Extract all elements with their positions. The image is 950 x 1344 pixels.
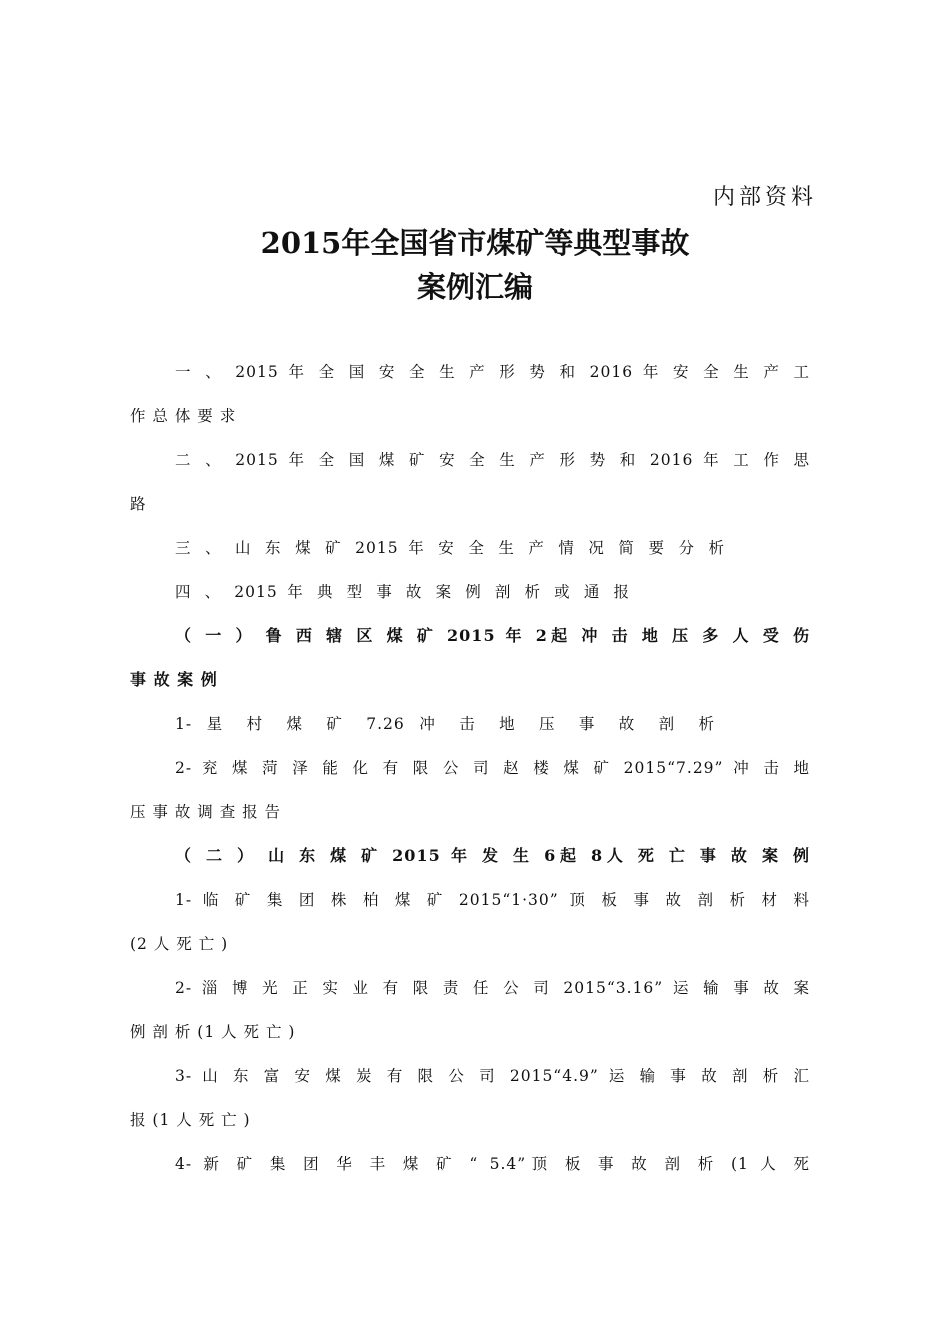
document-title-line1: 2015年全国省市煤矿等典型事故 [260, 226, 690, 260]
toc-section-3: 三 、 山 东 煤 矿 2015 年 安 全 生 产 情 况 简 要 分 析 [175, 539, 725, 557]
toc-item-2-3-line1: 3- 山 东 富 安 煤 炭 有 限 公 司 2015“4.9” 运 输 事 故 剖 析 汇 [175, 1067, 810, 1085]
toc-item-1-2-line2: 压 事 故 调 查 报 告 [130, 803, 282, 821]
toc-section-2-line2: 路 [130, 495, 147, 513]
toc-subsection-1-line1: （ 一 ） 鲁 西 辖 区 煤 矿 2015 年 2起 冲 击 地 压 多 人 受 伤 [175, 626, 810, 645]
internal-material-tag: 内部资料 [712, 185, 817, 210]
toc-section-1-line2: 作 总 体 要 求 [130, 407, 237, 425]
toc-item-2-4-line1: 4- 新 矿 集 团 华 丰 煤 矿 “ 5.4”顶 板 事 故 剖 析 (1 人 死 [175, 1155, 810, 1173]
toc-item-2-1-line1: 1- 临 矿 集 团 株 柏 煤 矿 2015“1·30” 顶 板 事 故 剖 析 材 料 [175, 891, 810, 909]
toc-subsection-1-line2: 事 故 案 例 [130, 670, 218, 689]
toc-item-2-1-line2: (2 人 死 亡 ) [130, 935, 229, 953]
toc-item-2-2-line2: 例 剖 析 (1 人 死 亡 ) [130, 1023, 296, 1041]
toc-item-1-1: 1- 星 村 煤 矿 7.26 冲 击 地 压 事 故 剖 析 [175, 715, 715, 733]
toc-section-2-line1: 二 、 2015 年 全 国 煤 矿 安 全 生 产 形 势 和 2016 年 工 作 思 [175, 451, 810, 469]
toc-section-1-line1: 一 、 2015 年 全 国 安 全 生 产 形 势 和 2016 年 安 全 生 产 工 [175, 363, 810, 381]
toc-item-1-2-line1: 2- 兖 煤 菏 泽 能 化 有 限 公 司 赵 楼 煤 矿 2015“7.29” 冲 击 地 [175, 759, 810, 777]
toc-section-4: 四 、 2015 年 典 型 事 故 案 例 剖 析 或 通 报 [175, 583, 630, 601]
toc-item-2-3-line2: 报 (1 人 死 亡 ) [130, 1111, 251, 1129]
toc-item-2-2-line1: 2- 淄 博 光 正 实 业 有 限 责 任 公 司 2015“3.16” 运 输 事 故 案 [175, 979, 810, 997]
toc-subsection-2: （ 二 ） 山 东 煤 矿 2015 年 发 生 6起 8人 死 亡 事 故 案 例 [175, 846, 810, 865]
document-title-line2: 案例汇编 [416, 270, 533, 304]
table-of-contents [130, 350, 810, 1186]
